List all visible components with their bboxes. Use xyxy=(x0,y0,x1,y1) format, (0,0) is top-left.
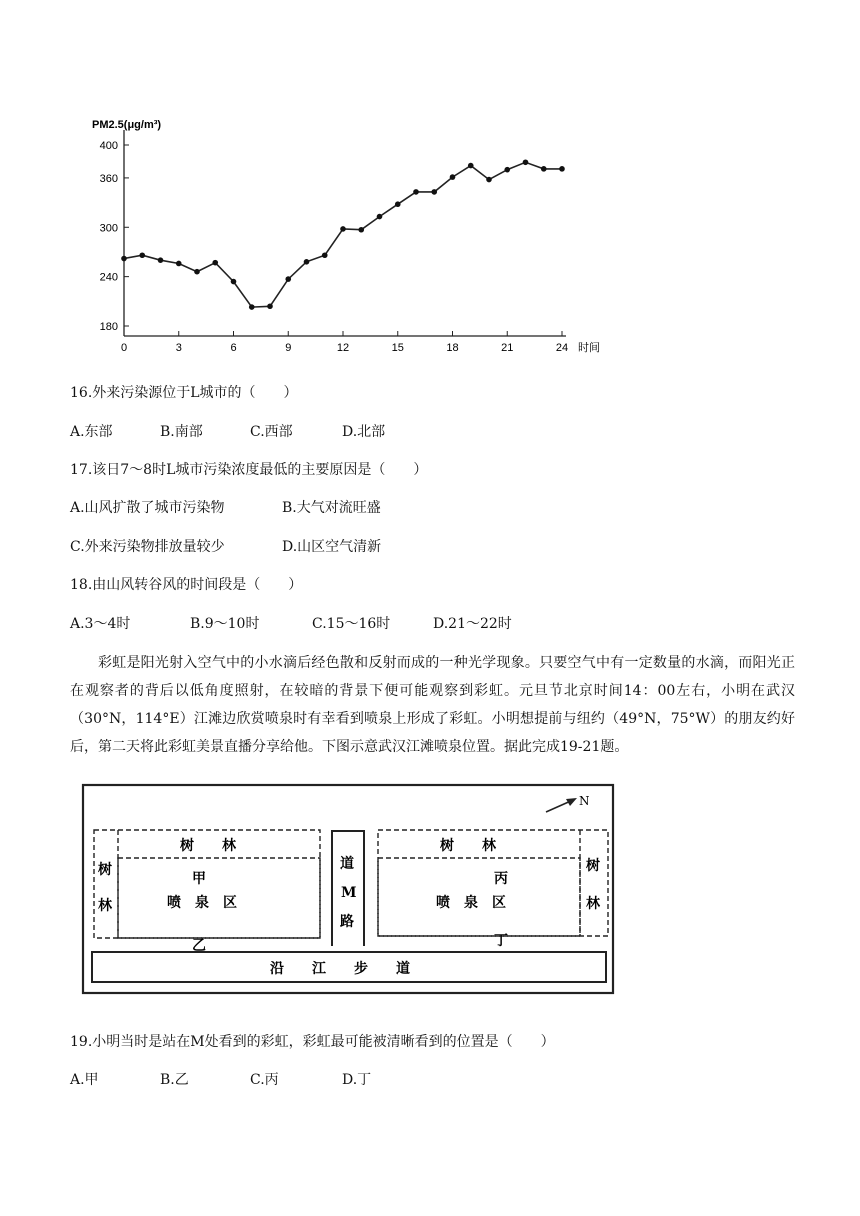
data-point xyxy=(340,226,346,232)
data-point xyxy=(322,252,328,258)
wuhan-fountain-map xyxy=(80,782,620,998)
left-trees-side-label-2: 林 xyxy=(98,898,112,914)
q16-option-c[interactable]: C.西部 xyxy=(250,424,293,440)
data-point xyxy=(121,256,127,262)
x-tick-label: 18 xyxy=(446,342,459,354)
left-trees-top-label: 树 林 xyxy=(180,838,236,854)
q16-option-a[interactable]: A.东部 xyxy=(70,424,113,440)
q19-option-c[interactable]: C.丙 xyxy=(250,1072,279,1088)
data-point xyxy=(194,269,200,275)
road-char-2: M xyxy=(341,885,357,901)
data-point xyxy=(395,201,401,207)
y-tick-label: 400 xyxy=(99,140,118,152)
data-point xyxy=(267,303,273,309)
right-trees-side-label-2: 林 xyxy=(586,896,600,912)
q19-option-a[interactable]: A.甲 xyxy=(70,1072,99,1088)
ding-label: 丁 xyxy=(494,933,508,949)
data-point xyxy=(358,227,364,233)
q16-option-d[interactable]: D.北部 xyxy=(342,424,386,440)
data-point xyxy=(523,159,529,165)
data-point xyxy=(377,214,383,220)
q19-option-b[interactable]: B.乙 xyxy=(160,1072,189,1088)
data-point xyxy=(212,260,218,266)
data-point xyxy=(413,189,419,195)
data-point xyxy=(504,167,510,173)
x-tick-label: 3 xyxy=(175,342,182,354)
question-19-stem: 19.小明当时是站在M处看到的彩虹，彩虹最可能被清晰看到的位置是（ ） xyxy=(70,1034,555,1050)
pm25-line-chart xyxy=(80,110,620,360)
y-tick-label: 360 xyxy=(99,172,118,185)
x-axis-title: 时间 xyxy=(578,342,600,354)
pm25-series-line xyxy=(124,162,562,307)
road-char-3: 路 xyxy=(340,914,354,930)
data-point xyxy=(431,189,437,195)
data-point xyxy=(139,252,145,258)
data-point xyxy=(176,261,182,267)
left-fountain-zone-label: 喷 泉 区 xyxy=(167,895,237,911)
q17-option-d[interactable]: D.山区空气清新 xyxy=(282,539,382,555)
yi-label: 乙 xyxy=(192,938,206,954)
data-point xyxy=(450,174,456,180)
y-tick-label: 180 xyxy=(99,321,118,333)
data-point xyxy=(559,166,565,172)
data-point xyxy=(249,304,255,310)
q16-option-b[interactable]: B.南部 xyxy=(160,424,203,440)
data-point xyxy=(285,276,291,282)
q17-option-a[interactable]: A.山风扩散了城市污染物 xyxy=(70,500,225,516)
rainbow-passage: 彩虹是阳光射入空气中的小水滴后经色散和反射而成的一种光学现象。只要空气中有一定数量的水滴，而阳光正在观察者的背后以低角度照射，在较暗的背景下便可能观察到彩虹。元旦节北京时间14：00左右，小明在武汉（30°N，114°E）江滩边欣赏喷泉时有幸看到喷泉上形成了彩虹。小明想提前与纽约（49°N，75°W）的朋友约好后，第二天将此彩虹美景直播分享给他。下图示意武汉江滩喷泉位置。据此完成19-21题。 xyxy=(70,655,795,755)
data-point xyxy=(231,279,237,285)
q18-option-a[interactable]: A.3～4时 xyxy=(70,616,131,632)
x-tick-label: 15 xyxy=(391,342,404,354)
question-18-stem: 18.由山风转谷风的时间段是（ ） xyxy=(70,577,303,593)
data-point xyxy=(486,177,492,183)
right-trees-side-label-1: 树 xyxy=(586,858,600,874)
bing-label: 丙 xyxy=(494,871,508,887)
axis-ticks xyxy=(100,140,568,354)
data-point xyxy=(158,257,164,263)
data-point xyxy=(541,166,547,172)
x-tick-label: 9 xyxy=(285,342,292,354)
x-tick-label: 21 xyxy=(501,342,514,354)
data-point xyxy=(468,163,474,169)
jia-label: 甲 xyxy=(192,871,206,887)
left-trees-side-label-1: 树 xyxy=(98,862,112,878)
right-fountain-zone-label: 喷 泉 区 xyxy=(436,895,506,911)
north-label: N xyxy=(579,794,590,808)
x-tick-label: 12 xyxy=(336,342,350,354)
pm25-series-points xyxy=(121,159,565,309)
x-tick-label: 6 xyxy=(230,342,237,354)
question-16-stem: 16.外来污染源位于L城市的（ ） xyxy=(70,385,298,401)
q18-option-b[interactable]: B.9～10时 xyxy=(190,616,260,632)
q18-option-c[interactable]: C.15～16时 xyxy=(312,616,391,632)
q19-option-d[interactable]: D.丁 xyxy=(342,1072,372,1088)
x-tick-label: 24 xyxy=(555,342,569,354)
q17-option-c[interactable]: C.外来污染物排放量较少 xyxy=(70,539,225,555)
data-point xyxy=(304,259,310,265)
x-tick-label: 0 xyxy=(120,342,128,354)
y-tick-label: 240 xyxy=(99,271,118,284)
y-axis-title: PM2.5(μg/m³) xyxy=(92,119,162,131)
q17-option-b[interactable]: B.大气对流旺盛 xyxy=(282,500,381,516)
riverside-walkway-label: 沿 江 步 道 xyxy=(270,961,410,977)
north-arrow-icon xyxy=(546,798,577,812)
q18-option-d[interactable]: D.21～22时 xyxy=(433,616,512,632)
road-char-1: 道 xyxy=(340,856,354,872)
y-tick-label: 300 xyxy=(99,222,118,235)
right-trees-top-label: 树 林 xyxy=(440,838,496,854)
question-17-stem: 17.该日7～8时L城市污染浓度最低的主要原因是（ ） xyxy=(70,462,428,478)
